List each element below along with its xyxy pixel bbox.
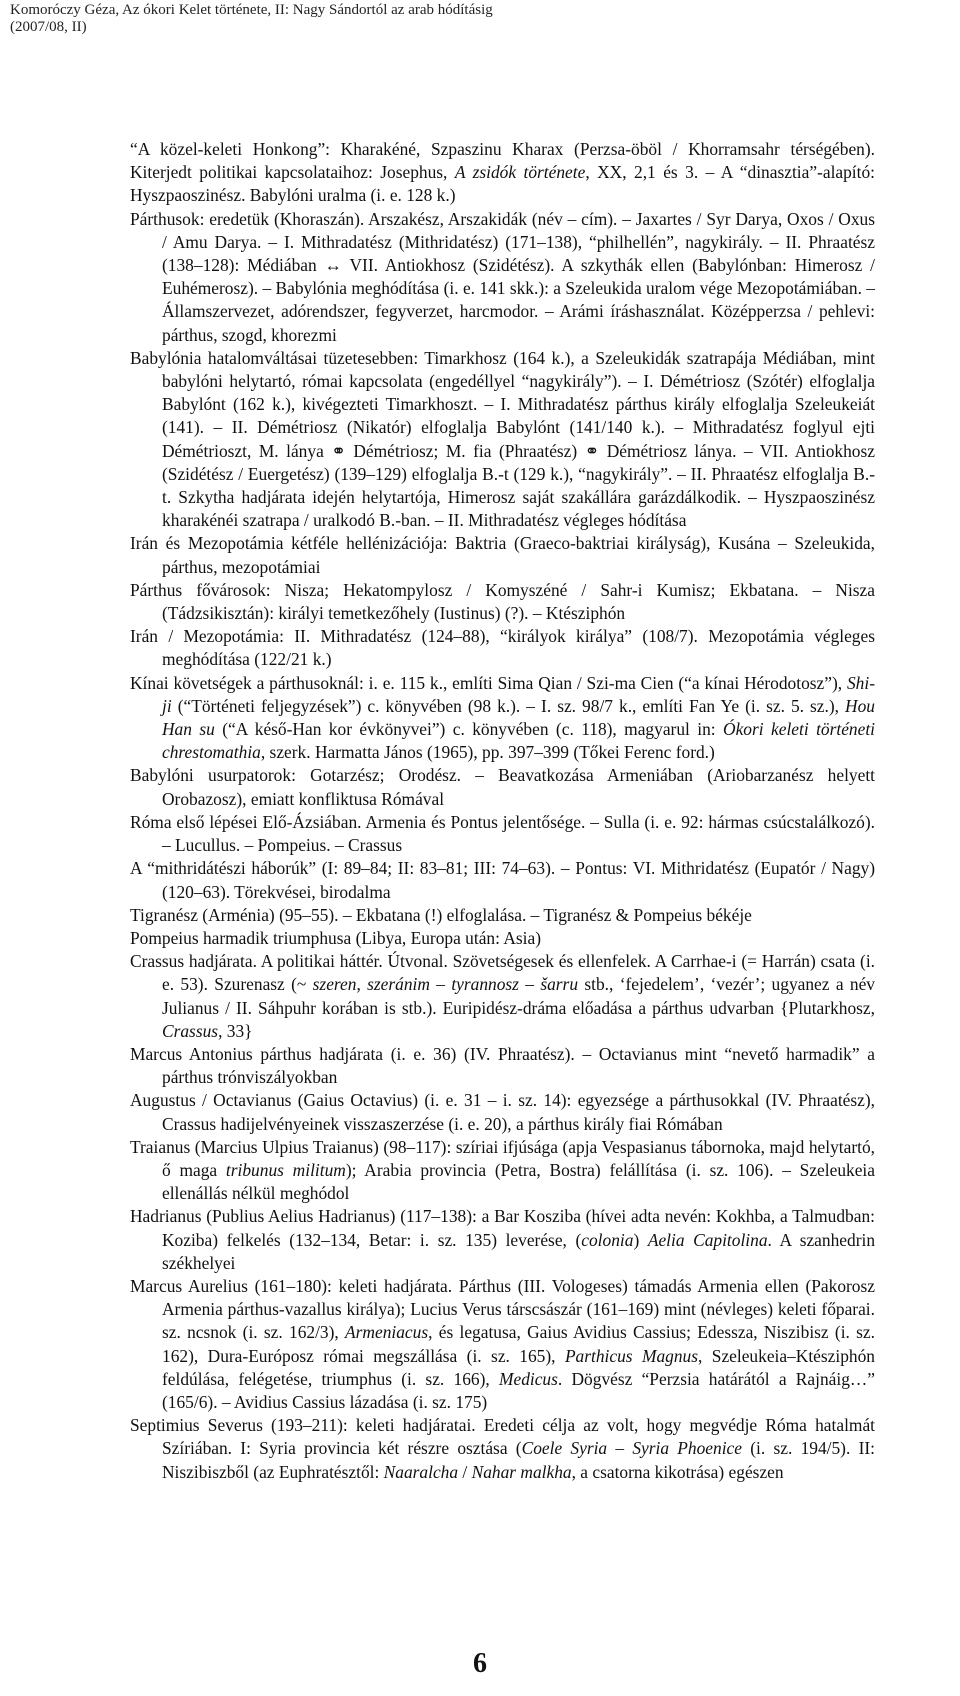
text-run: Augustus / Octavianus (Gaius Octavius) (i. e. 31 – i. sz. 14): egyezsége a párthusokkal (IV. Phraatész), Crassus hadijelvényeinek visszaszerzése (i. e. 20), a párthus király fiai Rómában: [130, 1090, 875, 1134]
italic-text: Hou Han su: [162, 695, 875, 740]
text-run: Párthusok: eredetük (Khoraszán). Arszakész, Arszakidák (név – cím). – Jaxartes / Syr Darya, Oxos / Oxus / Amu Darya. – I. Mithradatész (Mithridatész) (171–138), “philhellén”, nagykirály. – II. Phraatész (138–128): Médiában ↔ VII. Antiokhosz (Szidétész). A szkythák ellen (Babylónban: Himerosz / Euhémerosz). – Babylónia meghódítása (i. e. 141 skk.): a Szeleukida uralom vége Mezopotámiában. – Államszervezet, adórendszer, fegyverzet, harcmodor. – Arámi íráshasználat. Középperzsa / pehlevi: párthus, szogd, khorezmi: [130, 208, 875, 345]
italic-text: Parthicus Magnus: [564, 1345, 699, 1366]
text-run: /: [458, 1461, 472, 1482]
text-run: Traianus (Marcius Ulpius Traianus) (98–117): szíriai ifjúsága (apja Vespasianus tábornoka, majd helytartó, ő maga: [130, 1136, 875, 1180]
outline-paragraph: [130, 208, 875, 347]
outline-paragraph: [130, 579, 875, 625]
text-run: , Szeleukeia–Ktésziphón feldúlása, felégetése, triumphus (i. sz. 166),: [162, 1345, 875, 1389]
italic-text: Coele Syria – Syria Phoenice: [521, 1438, 742, 1459]
outline-paragraph: [130, 1043, 875, 1089]
text-run: Kínai követségek a párthusoknál: i. e. 115 k., említi Sima Qian / Szi-ma Cien (“a kínai Hérodotosz”),: [130, 672, 847, 693]
outline-paragraph: [130, 1136, 875, 1206]
text-run: Hadrianus (Publius Aelius Hadrianus) (117–138): a Bar Kosziba (hívei adta nevén: Kokhba, a Talmudban: Koziba) felkelés (132–134, Betar: i. sz. 135) leverése, (: [130, 1206, 875, 1250]
text-run: . Dögvész “Perzsia határától a Rajnáig…” (165/6). – Avidius Cassius lázadása (i. sz. 175): [162, 1368, 875, 1412]
outline-paragraph: [130, 904, 875, 927]
text-run: Pompeius harmadik triumphusa (Libya, Europa után: Asia): [130, 927, 542, 948]
italic-text: tribunus militum: [225, 1159, 346, 1180]
text-run: Tigranész (Arménia) (95–55). – Ekbatana (!) elfoglalása. – Tigranész & Pompeius békéje: [130, 904, 752, 925]
italic-text: Crassus: [162, 1020, 219, 1041]
text-run: A “mithridátészi háborúk” (I: 89–84; II: 83–81; III: 74–63). – Pontus: VI. Mithridatész (Eupatór / Nagy) (120–63). Törekvései, birodalma: [130, 858, 875, 902]
text-run: Babylónia hatalomváltásai tüzetesebben: Timarkhosz (164 k.), a Szeleukidák szatrapája Médiában, mint babylóni helytartó, római kapcsolata (engedéllyel “nagykirály”). – I. Démétriosz (Szótér) elfoglalja Babylónt (162 k.), kivégezteti Timarkhoszt. – I. Mithradatész párthus király elfoglalja Szeleukeiát (141). – II. Démétriosz (Nikatór) elfoglalja Babylónt (141/140 k.). – Mithradatész foglyul ejti Démétrioszt, M. lánya ⚭ Démétriosz; M. fia (Phraatész) ⚭ Démétriosz lánya. – VII. Antiokhosz (Szidétész / Euergetész) (139–129) elfoglalja B.-t (129 k.), “nagykirály”. – II. Phraatész elfoglalja B.-t. Szkytha hadjárata idején helytartója, Himerosz saját szakállára garázdálkodik. – Hyszpaoszinész kharakénéi szatrapa / uralkodó B.-ban. – II. Mithradatész végleges hódítása: [130, 347, 875, 531]
text-run: , szerk. Harmatta János (1965), pp. 397–399 (Tőkei Ferenc ford.): [260, 742, 715, 763]
text-run: Marcus Antonius párthus hadjárata (i. e. 36) (IV. Phraatész). – Octavianus mint “nevető harmadik” a párthus trónviszályokban: [130, 1043, 875, 1088]
text-run: ): [633, 1229, 648, 1250]
text-run: , XX, 2,1 és 3. – A “dinasztia”-alapító: Hyszpaoszinész. Babylóni uralma (i. e. 128 k.): [130, 162, 876, 206]
text-run: , és legatusa, Gaius Avidius Cassius; Edessza, Niszibisz (i. sz. 162), Dura-Európosz római megszállása (i. sz. 165),: [162, 1322, 875, 1366]
outline-paragraph: [130, 950, 875, 1043]
text-run: Irán / Mezopotámia: II. Mithradatész (124–88), “királyok királya” (108/7). Mezopotámia végleges meghódítása (122/21 k.): [130, 626, 875, 670]
italic-text: Ókori keleti történeti chrestomathia: [162, 719, 875, 763]
outline-paragraph: [130, 1205, 875, 1275]
header-line-2: (2007/08, II): [10, 19, 87, 35]
text-run: , 33}: [218, 1020, 253, 1041]
text-run: ,: [356, 974, 368, 995]
outline-paragraph: [130, 764, 875, 810]
italic-text: A zsidók története: [454, 162, 586, 183]
text-run: Párthus fővárosok: Nisza; Hekatompylosz / Komyszéné / Sahr-i Kumisz; Ekbatana. – Nisza (Tádzsikisztán): királyi temetkezőhely (Iustinus) (?). – Ktésziphón: [130, 579, 875, 624]
outline-paragraph: [130, 1414, 875, 1484]
header-line-1: Komoróczy Géza, Az ókori Kelet története, II: Nagy Sándortól az arab hódításig: [10, 2, 493, 18]
text-run: ); Arabia provincia (Petra, Bostra) felállítása (i. sz. 106). – Szeleukeia ellenállás nélkül meghódol: [162, 1159, 875, 1204]
italic-text: Medicus: [498, 1368, 558, 1389]
text-run: . A szanhedrin székhelyei: [162, 1229, 876, 1273]
text-run: Babylóni usurpatorok: Gotarzész; Orodész. – Beavatkozása Armeniában (Ariobarzanész helyett Orobazosz), emiatt konfliktusa Rómával: [130, 765, 875, 809]
outline-paragraph: [130, 672, 875, 765]
text-run: Marcus Aurelius (161–180): keleti hadjárata. Párthus (III. Vologeses) támadás Armenia ellen (Pakorosz Armenia párthus-vazallus királya); Lucius Verus társcsászár (161–169) mint (névleges) keleti főparai. sz. ncsnok (i. sz. 162/3),: [130, 1275, 875, 1343]
italic-text: Armeniacus: [345, 1322, 429, 1343]
italic-text: Shi-ji: [162, 672, 875, 716]
outline-paragraph: [130, 625, 875, 671]
text-run: Irán és Mezopotámia kétféle hellénizációja: Baktria (Graeco-baktriai királyság), Kusána – Szeleukida, párthus, mezopotámiai: [130, 533, 875, 577]
text-run: (“Történeti feljegyzések”) c. könyvében (98 k.). – I. sz. 98/7 k., említi Fan Ye (i. sz. 5. sz.),: [171, 695, 846, 716]
outline-paragraph: [130, 532, 875, 578]
text-run: (i. sz. 194/5). II: Niszibiszből (az Euphratésztől:: [162, 1438, 875, 1482]
outline-paragraph: [130, 347, 875, 533]
italic-text: Aelia Capitolina: [647, 1229, 768, 1250]
text-run: Róma első lépései Elő-Ázsiában. Armenia és Pontus jelentősége. – Sulla (i. e. 92: hármas csúcstalálkozó). – Lucullus. – Pompeius. – Crassus: [130, 811, 875, 856]
text-run: stb., ‘fejedelem’, ‘vezér’; ugyanez a név Julianus / II. Sáhpuhr korában is stb.). Euripidész-dráma előadása a párthus udvarban {Plutarkhosz,: [162, 974, 876, 1018]
italic-text: Nahar malkha: [471, 1461, 572, 1482]
text-run: , a csatorna kikotrása) egészen: [571, 1461, 784, 1482]
text-run: Septimius Severus (193–211): keleti hadjáratai. Eredeti célja az volt, hogy megvédje Róma hatalmát Szíriában. I: Syria provincia két részre osztása (: [130, 1415, 875, 1459]
outline-paragraph: [130, 857, 875, 903]
outline-paragraph: [130, 1089, 875, 1135]
outline-paragraph: [130, 1275, 875, 1414]
page-number: 6: [473, 1648, 487, 1679]
text-run: (“A késő-Han kor évkönyvei”) c. könyvében (c. 118), magyarul in:: [214, 719, 724, 740]
text-run: “A közel-keleti Honkong”: Kharakéné, Szpaszinu Kharax (Perzsa-öböl / Khorramsahr térségében). Kiterjedt politikai kapcsolataihoz: Josephus,: [130, 139, 875, 183]
lecture-outline: [130, 138, 875, 1484]
outline-paragraph: [130, 811, 875, 857]
text-run: Crassus hadjárata. A politikai háttér. Útvonal. Szövetségesek és ellenfelek. A Carrhae-i (= Harrán) csata (i. e. 53). Szurenasz (~: [130, 951, 875, 995]
outline-paragraph: [130, 138, 875, 208]
italic-text: szeren: [312, 974, 357, 995]
running-header: [10, 2, 493, 36]
outline-paragraph: [130, 927, 875, 950]
italic-text: Naaralcha: [383, 1461, 459, 1482]
italic-text: colonia: [581, 1229, 634, 1250]
italic-text: szeránim – tyrannosz – šarru: [367, 974, 579, 995]
